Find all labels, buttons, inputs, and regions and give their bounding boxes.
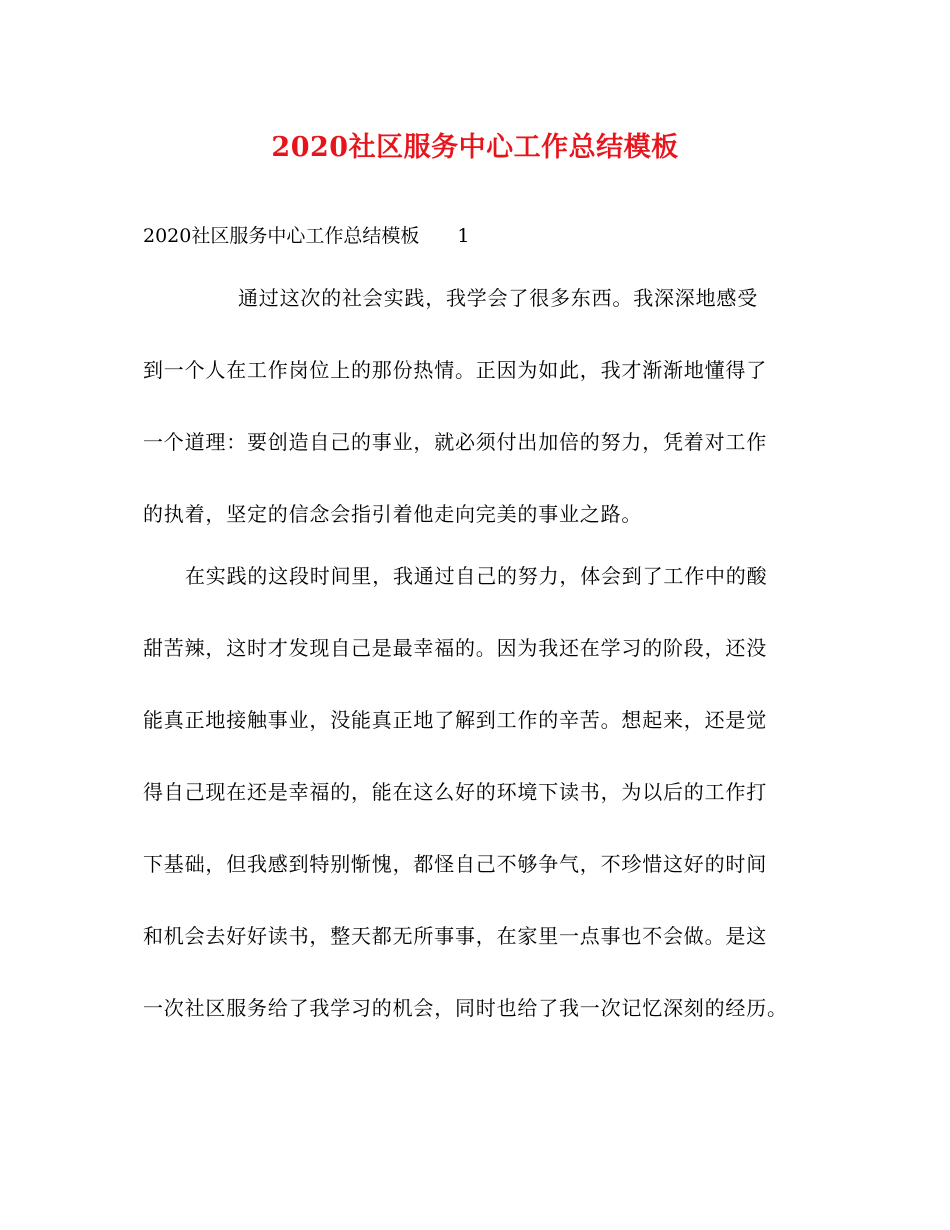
paragraph-line: 能真正地接触事业，没能真正地了解到工作的辛苦。想起来，还是觉 — [143, 708, 767, 732]
paragraph-line: 通过这次的社会实践，我学会了很多东西。我深深地感受 — [238, 286, 758, 310]
paragraph-line: 下基础，但我感到特别惭愧，都怪自己不够争气，不珍惜这好的时间 — [143, 852, 767, 876]
document-title: 2020社区服务中心工作总结模板 — [271, 132, 679, 163]
paragraph-line: 得自己现在还是幸福的，能在这么好的环境下读书，为以后的工作打 — [143, 780, 767, 804]
paragraph-line: 到一个人在工作岗位上的那份热情。正因为如此，我才渐渐地懂得了 — [143, 358, 767, 382]
paragraph-line: 甜苦辣，这时才发现自己是最幸福的。因为我还在学习的阶段，还没 — [143, 636, 767, 660]
document-subtitle — [143, 218, 469, 254]
paragraph-line: 一次社区服务给了我学习的机会，同时也给了我一次记忆深刻的经历。 — [143, 996, 788, 1020]
paragraph-line: 和机会去好好读书，整天都无所事事，在家里一点事也不会做。是这 — [143, 924, 767, 948]
paragraph-line: 一个道理：要创造自己的事业，就必须付出加倍的努力，凭着对工作 — [143, 430, 767, 454]
paragraph-line: 的执着，坚定的信念会指引着他走向完美的事业之路。 — [143, 502, 643, 526]
subtitle-text: 2020社区服务中心工作总结模板 — [143, 225, 420, 247]
subtitle-number: 1 — [457, 225, 470, 247]
paragraph-line: 在实践的这段时间里，我通过自己的努力，体会到了工作中的酸 — [185, 564, 768, 588]
